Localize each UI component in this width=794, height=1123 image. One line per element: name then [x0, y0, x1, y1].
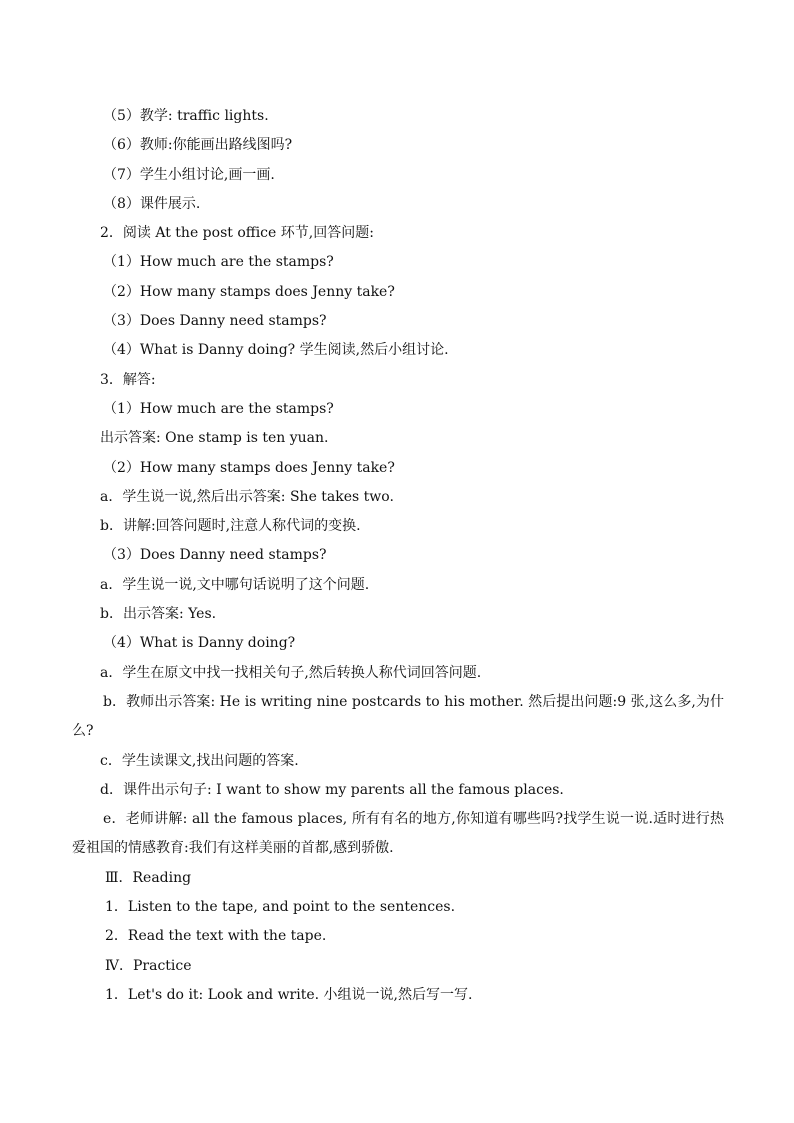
answer-4d: d．课件出示句子: I want to show my parents all the famous places.	[100, 781, 564, 798]
answer-1-text: 出示答案: One stamp is ten yuan.	[100, 430, 329, 447]
answer-question-2: （2）How many stamps does Jenny take?	[103, 459, 395, 476]
step-7-group-discussion: （7）学生小组讨论,画一画.	[103, 166, 275, 183]
practice-step-1: 1．Let's do it: Look and write. 小组说一说,然后写一写.	[105, 986, 473, 1003]
section-iv-heading: Ⅳ．Practice	[105, 957, 192, 974]
answer-4a: a．学生在原文中找一找相关句子,然后转换人称代词回答问题.	[100, 664, 482, 681]
answer-3b: b．出示答案: Yes.	[100, 606, 217, 623]
reading-step-1: 1．Listen to the tape, and point to the sentences.	[105, 899, 456, 916]
document-body	[72, 102, 724, 1010]
answer-3a: a．学生说一说,文中哪句话说明了这个问题.	[100, 576, 370, 593]
answer-question-4: （4）What is Danny doing?	[103, 635, 296, 652]
question-3: （3）Does Danny need stamps?	[103, 313, 327, 330]
reading-step-2: 2．Read the text with the tape.	[105, 928, 327, 945]
step-8-courseware: （8）课件展示.	[103, 195, 201, 212]
question-1: （1）How much are the stamps?	[103, 254, 334, 271]
step-6-teacher-question: （6）教师:你能画出路线图吗?	[103, 137, 293, 154]
section-3-answers: 3．解答:	[100, 371, 156, 388]
answer-2b: b．讲解:回答问题时,注意人称代词的变换.	[100, 518, 361, 535]
step-5-teach: （5）教学: traffic lights.	[103, 108, 269, 124]
answer-question-3: （3）Does Danny need stamps?	[103, 547, 327, 564]
question-2: （2）How many stamps does Jenny take?	[103, 283, 395, 300]
answer-4b: b．教师出示答案: He is writing nine postcards to his mother. 然后提出问题:9 张,这么多,为什么?	[72, 693, 724, 740]
answer-4e: e．老师讲解: all the famous places, 所有有名的地方,你知道有哪些吗?找学生说一说.适时进行热爱祖国的情感教育:我们有这样美丽的首都,感到骄傲.	[72, 811, 724, 857]
section-iii-heading: Ⅲ．Reading	[105, 869, 192, 886]
question-4: （4）What is Danny doing? 学生阅读,然后小组讨论.	[103, 342, 449, 359]
answer-question-1: （1）How much are the stamps?	[103, 400, 334, 417]
answer-4c: c．学生读课文,找出问题的答案.	[100, 752, 299, 769]
section-2-reading-task: 2．阅读 At the post office 环节,回答问题:	[100, 225, 374, 242]
answer-2a: a．学生说一说,然后出示答案: She takes two.	[100, 488, 394, 505]
